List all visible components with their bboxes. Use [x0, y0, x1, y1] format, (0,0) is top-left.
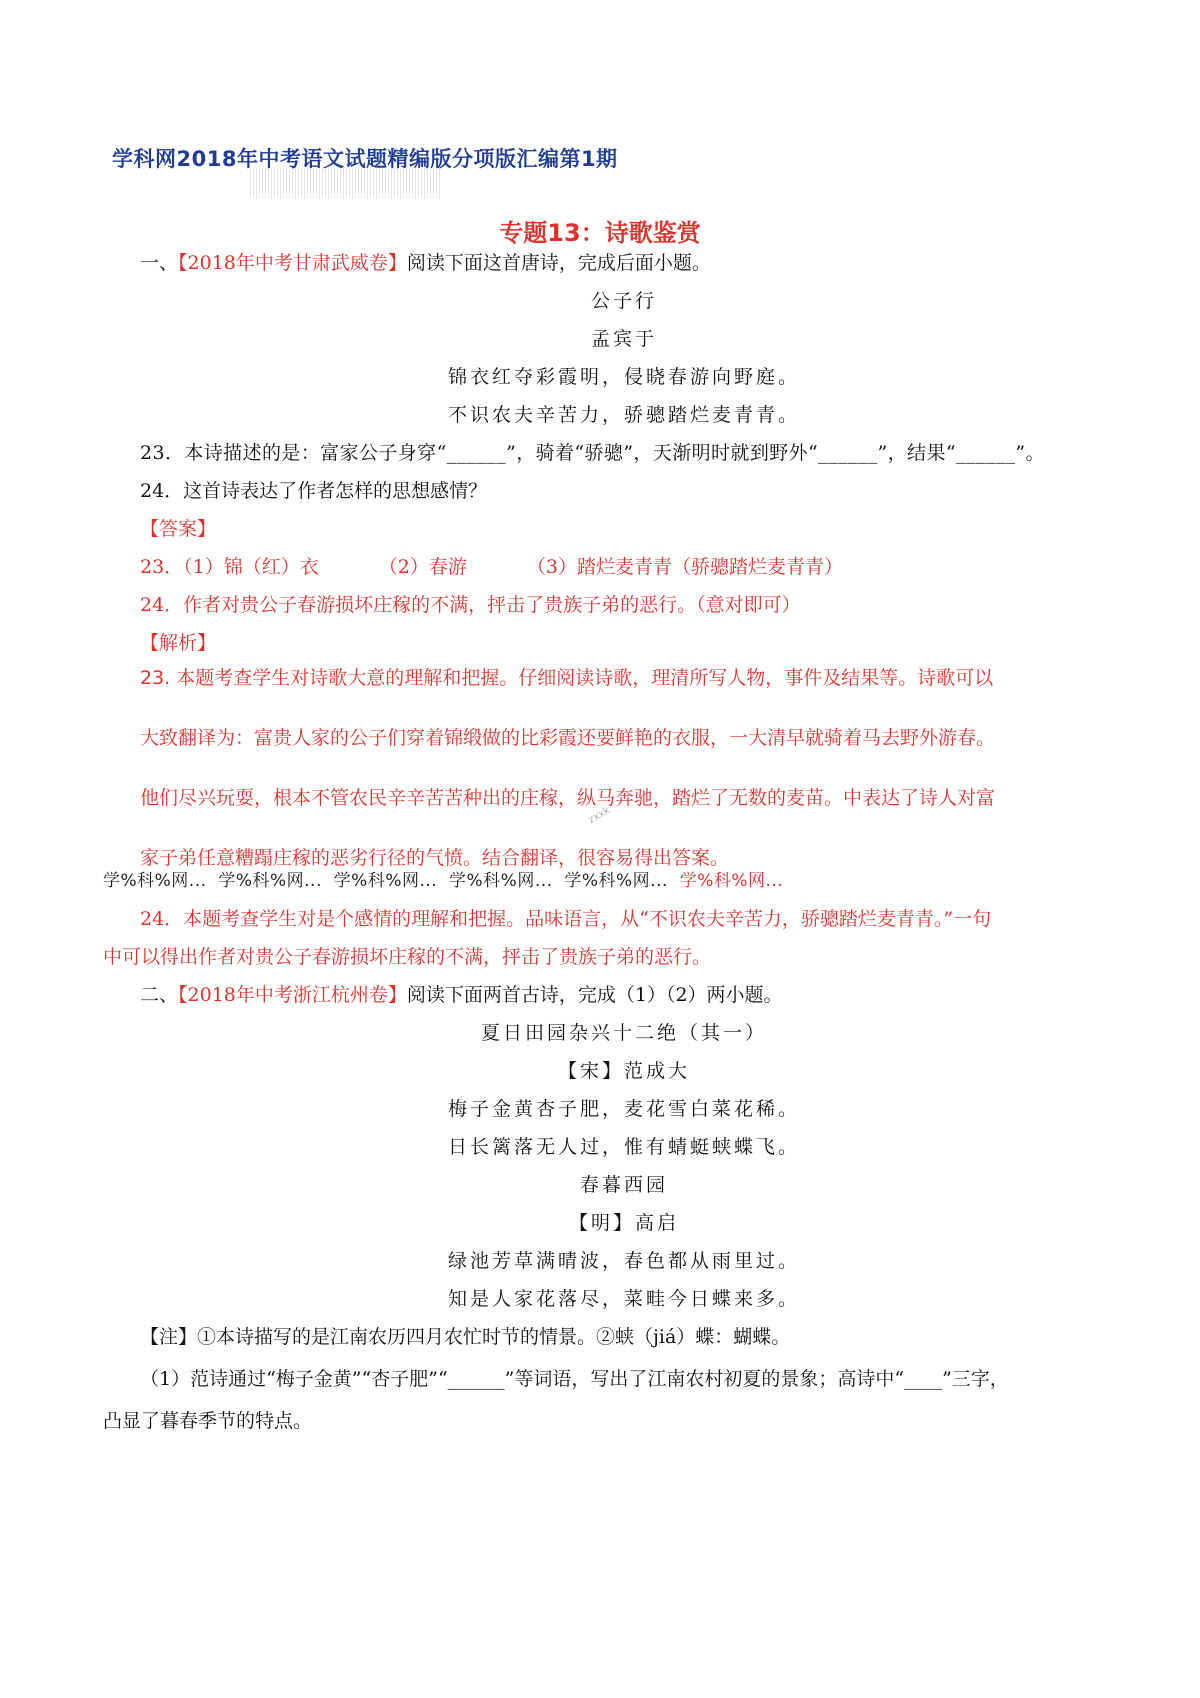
analysis-23-line: 他们尽兴玩耍，根本不管农民辛辛苦苦种出的庄稼，纵马奔驰，踏烂了无数的麦苗。中表达了诗人对富	[140, 787, 996, 809]
answer-23	[140, 552, 843, 579]
poem-2-line: 绿池芳草满晴波，春色都从雨里过。	[447, 1250, 800, 1272]
watermark-item: 学%科%网...	[103, 871, 207, 891]
question-23: 23．本诗描述的是：富家公子身穿“______”，骑着“骄骢”，天渐明时就到野外“______”，结果“______”。	[140, 442, 1045, 464]
watermark-item: 学%科%网...	[449, 871, 553, 891]
answer-label: 【答案】	[140, 518, 217, 540]
poem-2-author: 【明】高启	[568, 1212, 679, 1234]
section-2-instruction: 阅读下面两首古诗，完成（1）（2）两小题。	[406, 984, 783, 1006]
section-2-source: 【2018年中考浙江杭州卷】	[178, 984, 407, 1006]
analysis-23-line: 大致翻译为：富贵人家的公子们穿着锦缎做的比彩霞还要鲜艳的衣服，一大清早就骑着马去野外游春。	[140, 727, 996, 749]
poem-2-line: 知是人家花落尽，菜畦今日蝶来多。	[447, 1288, 800, 1310]
poem-author: 孟宾于	[590, 328, 657, 350]
section-2-prefix: 二、	[140, 984, 179, 1006]
series-header: 学科网2018年中考语文试题精编版分项版汇编第1期	[112, 147, 618, 171]
watermark-item: 学%科%网...	[218, 871, 322, 891]
poem-1-line: 梅子金黄杏子肥，麦花雪白菜花稀。	[447, 1098, 800, 1120]
section-1-source: 【2018年中考甘肃武威卷】	[178, 252, 407, 274]
analysis-24-line: 24．本题考查学生对是个感情的理解和把握。品味语言，从“不识农夫辛苦力，骄骢踏烂麦青青。”一句	[140, 908, 992, 930]
analysis-23-line: 23. 本题考查学生对诗歌大意的理解和把握。仔细阅读诗歌，理清所写人物，事件及结果等。诗歌可以	[140, 667, 994, 689]
watermark-stamp: zxxk	[586, 805, 613, 826]
answer-23-part-3: （3）踏烂麦青青（骄骢踏烂麦青青）	[526, 556, 843, 578]
section-1-prefix: 一、	[140, 252, 179, 274]
note: 【注】①本诗描写的是江南农历四月农忙时节的情景。②蛱（jiá）蝶：蝴蝶。	[140, 1326, 791, 1348]
analysis-23-line: 家子弟任意糟蹋庄稼的恶劣行径的气愤。结合翻译，很容易得出答案。	[140, 847, 730, 869]
section-1-intro	[140, 248, 711, 275]
watermark-item: 学%科%网...	[564, 871, 668, 891]
watermark-line	[103, 866, 783, 891]
poem-1-title: 夏日田园杂兴十二绝（其一）	[480, 1022, 767, 1044]
analysis-label: 【解析】	[140, 632, 217, 654]
section-1-instruction: 阅读下面这首唐诗，完成后面小题。	[406, 252, 711, 274]
watermark-item: 学%科%网...	[333, 871, 438, 891]
answer-23-part-1: 23．（1）锦（红）衣	[140, 556, 319, 578]
question-1-line: （1）范诗通过“梅子金黄”“杏子肥”“______”等词语，写出了江南农村初夏的景象；高诗中“____”三字，	[140, 1368, 1009, 1390]
poem-1-author: 【宋】范成大	[557, 1060, 690, 1082]
poem-1-line: 日长篱落无人过，惟有蜻蜓蛱蝶飞。	[447, 1136, 800, 1158]
watermark-item: 学%科%网...	[679, 871, 784, 891]
question-1-line: 凸显了暮春季节的特点。	[103, 1410, 313, 1432]
poem-line: 不识农夫辛苦力，骄骢踏烂麦青青。	[447, 404, 800, 426]
poem-2-title: 春暮西园	[579, 1174, 668, 1196]
poem-line: 锦衣红夺彩霞明，侵晓春游向野庭。	[447, 366, 800, 388]
answer-23-part-2: （2）春游	[378, 556, 467, 578]
answer-24: 24．作者对贵公子春游损坏庄稼的不满，抨击了贵族子弟的恶行。（意对即可）	[140, 594, 801, 616]
section-2-intro	[140, 980, 783, 1007]
poem-title: 公子行	[590, 290, 657, 312]
topic-title: 专题13：诗歌鉴赏	[499, 219, 701, 247]
analysis-24-line: 中可以得出作者对贵公子春游损坏庄稼的不满，抨击了贵族子弟的恶行。	[103, 946, 712, 968]
header-watermark-pattern	[250, 168, 440, 198]
question-24: 24．这首诗表达了作者怎样的思想感情？	[140, 480, 488, 502]
